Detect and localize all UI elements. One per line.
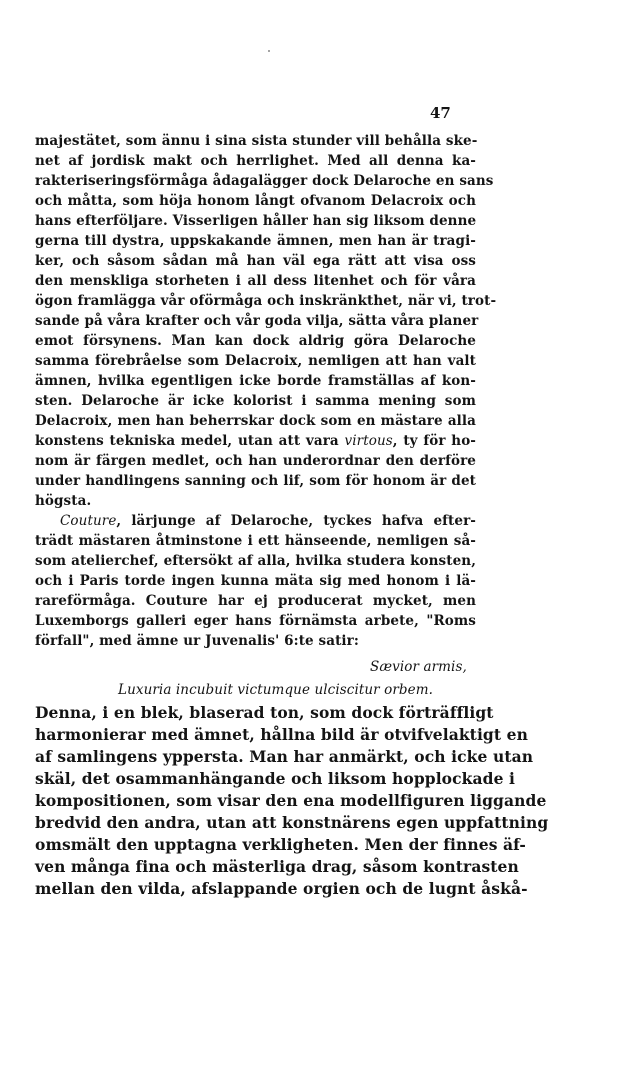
text-line: Denna, i en blek, blaserad ton, som dock förträffligt (35, 703, 494, 722)
text-line: af samlingens yppersta. Man har anmärkt, och icke utan (35, 747, 534, 766)
text-line: sten. Delaroche är icke kolorist i samma mening som (35, 393, 476, 409)
text-line: Delacroix, men han beherrskar dock som en mästare alla (35, 413, 476, 429)
text-line: harmonierar med ämnet, hållna bild är otvifvelaktigt en (35, 725, 528, 744)
text-line: skäl, det osammanhängande och liksom hopplockade i (35, 769, 516, 788)
text-line: ämnen, hvilka egentligen icke borde framställas af kon- (35, 373, 476, 389)
text-line: förfall", med ämne ur Juvenalis' 6:te satir: (35, 633, 359, 649)
text-line: och i Paris torde ingen kunna mäta sig med honom i lä- (35, 573, 476, 589)
text-line: omsmält den upptagna verkligheten. Men der finnes äf- (35, 835, 526, 854)
text-line-with-italic (35, 431, 476, 451)
text-line: bredvid den andra, utan att konstnärens egen uppfattning (35, 813, 549, 832)
text-line: samma förebråelse som Delacroix, nemligen att han valt (35, 353, 476, 369)
text-line: som atelierchef, eftersökt af alla, hvilka studera konsten, (35, 553, 476, 569)
text-segment: , ty för ho- (392, 433, 476, 449)
page-number: 47 (430, 104, 451, 122)
text-line: och måtta, som höja honom långt ofvanom Delacroix och (35, 193, 476, 209)
text-line: mellan den vilda, afslappande orgien och de lugnt åskå- (35, 879, 528, 898)
quote-line: Luxuria incubuit victumque ulciscitur orbem. (118, 682, 434, 698)
text-line: rakteriseringsförmåga ådagalägger dock Delaroche en sans (35, 173, 494, 189)
text-line: Luxemborgs galleri eger hans förnämsta arbete, "Roms (35, 613, 476, 629)
italic-term: virtous (344, 433, 393, 449)
text-line: trädt mästaren åtminstone i ett hänseende, nemligen så- (35, 533, 476, 549)
text-line-with-italic (60, 511, 476, 531)
text-line: net af jordisk makt och herrlighet. Med all denna ka- (35, 153, 476, 169)
text-line: den menskliga storheten i all dess litenhet och för våra (35, 273, 476, 289)
text-line: sande på våra krafter och vår goda vilja, sätta våra planer (35, 313, 479, 329)
italic-name: Couture (60, 513, 117, 529)
text-segment: konstens tekniska medel, utan att vara (35, 433, 345, 449)
text-line: ven många fina och mästerliga drag, såsom kontrasten (35, 857, 519, 876)
text-segment: , lärjunge af Delaroche, tyckes hafva efter- (116, 513, 476, 529)
text-line: nom är färgen medlet, och han underordnar den derföre (35, 453, 476, 469)
text-line: kompositionen, som visar den ena modellfiguren liggande (35, 791, 547, 810)
text-line: gerna till dystra, uppskakande ämnen, men han är tragi- (35, 233, 476, 249)
text-line: under handlingens sanning och lif, som för honom är det (35, 473, 476, 489)
text-line: hans efterföljare. Visserligen håller han sig liksom denne (35, 213, 477, 229)
text-line: högsta. (35, 493, 92, 509)
text-line: majestätet, som ännu i sina sista stunder vill behålla ske- (35, 133, 478, 149)
quote-line: Sævior armis, (370, 659, 467, 675)
text-line: rareförmåga. Couture har ej producerat mycket, men (35, 593, 476, 609)
text-line: ögon framlägga vår oförmåga och inskränkthet, när vi, trot- (35, 293, 497, 309)
text-line: emot försynens. Man kan dock aldrig göra Delaroche (35, 333, 476, 349)
page-speck (268, 50, 270, 52)
text-line: ker, och såsom sådan må han väl ega rätt att visa oss (35, 253, 476, 269)
